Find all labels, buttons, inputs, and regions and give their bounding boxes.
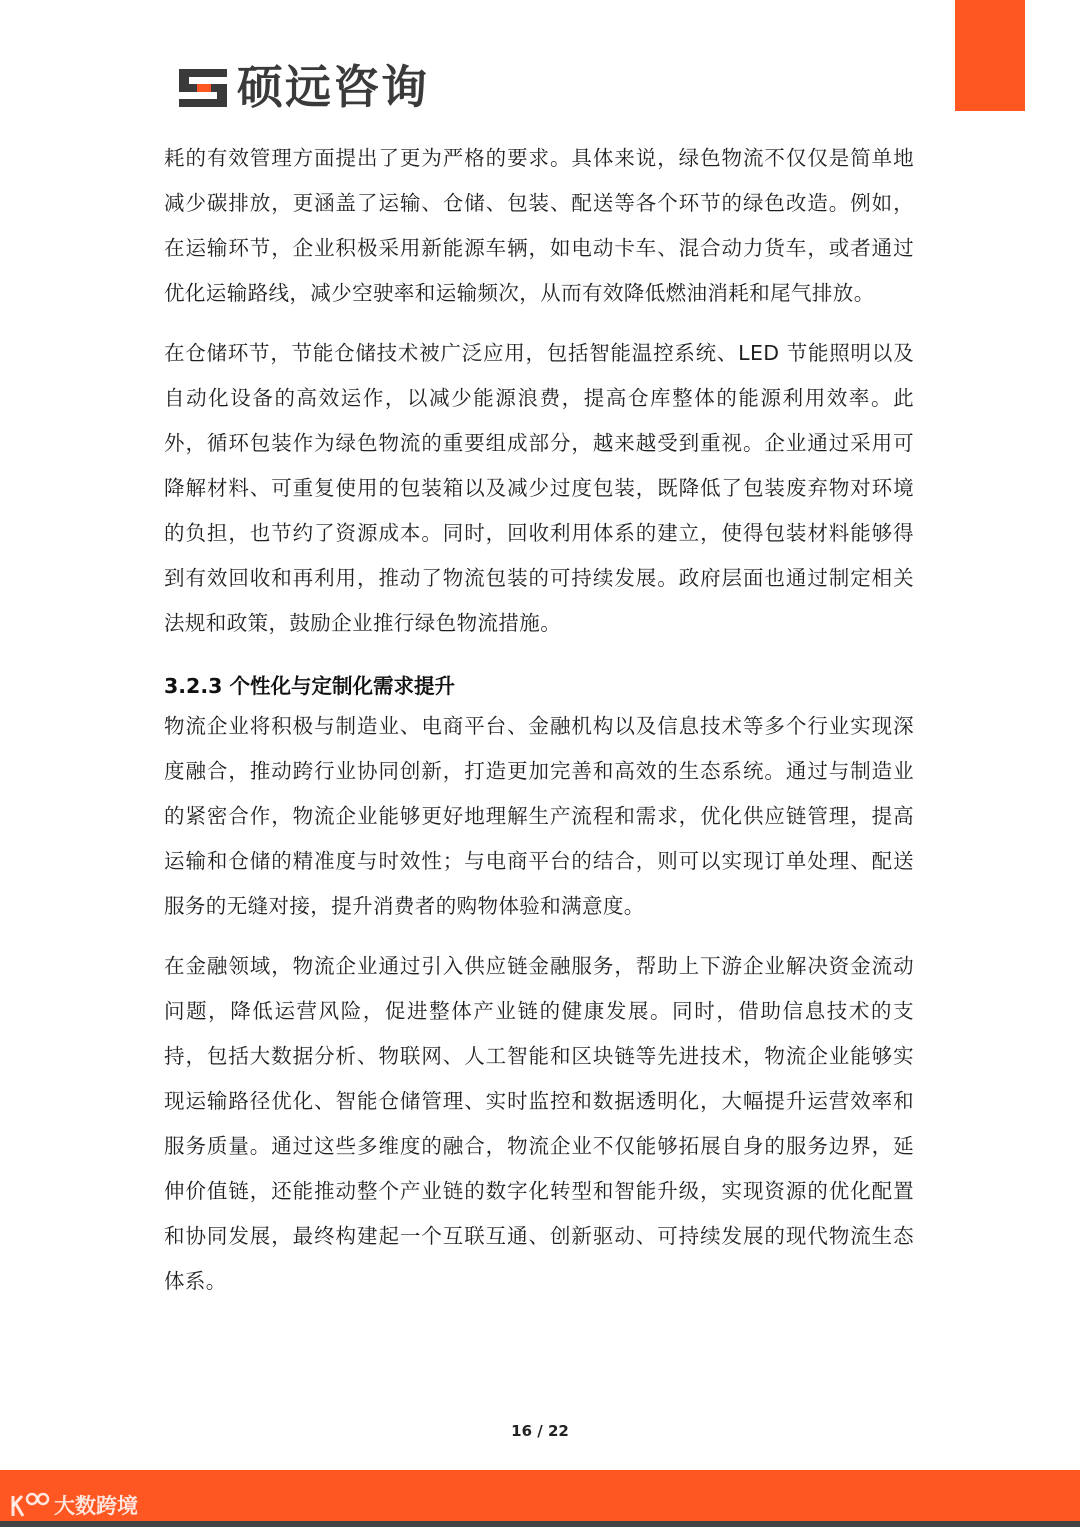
footer-bottom-strip xyxy=(0,1521,1080,1527)
dashuju-logo-icon xyxy=(10,1490,50,1520)
footer-bar xyxy=(0,1470,1080,1527)
paragraph-2: 在仓储环节，节能仓储技术被广泛应用，包括智能温控系统、LED 节能照明以及自动化设备的高效运作，以减少能源浪费，提高仓库整体的能源利用效率。此外，循环包装作为绿色物流的重要组成部分，越来越受到重视。企业通过采用可降解材料、可重复使用的包装箱以及减少过度包装，既降低了包装废弃物对环境的负担，也节约了资源成本。同时，回收利用体系的建立，使得包装材料能够得到有效回收和再利用，推动了物流包装的可持续发展。政府层面也通过制定相关法规和政策，鼓励企业推行绿色物流措施。 xyxy=(164,341,914,635)
document-body xyxy=(164,136,914,1319)
watermark-text: 大数跨境 xyxy=(54,1494,138,1518)
paragraph-3: 物流企业将积极与制造业、电商平台、金融机构以及信息技术等多个行业实现深度融合，推动跨行业协同创新，打造更加完善和高效的生态系统。通过与制造业的紧密合作，物流企业能够更好地理解生产流程和需求，优化供应链管理，提高运输和仓储的精准度与时效性；与电商平台的结合，则可以实现订单处理、配送服务的无缝对接，提升消费者的购物体验和满意度。 xyxy=(164,714,914,918)
paragraph-1: 耗的有效管理方面提出了更为严格的要求。具体来说，绿色物流不仅仅是简单地减少碳排放，更涵盖了运输、仓储、包装、配送等各个环节的绿色改造。例如，在运输环节，企业积极采用新能源车辆，如电动卡车、混合动力货车，或者通过优化运输路线，减少空驶率和运输频次，从而有效降低燃油消耗和尾气排放。 xyxy=(164,146,914,305)
watermark xyxy=(10,1488,138,1522)
corner-accent-block xyxy=(955,0,1025,111)
brand-name: 硕远咨询 xyxy=(237,60,429,114)
brand-logo xyxy=(175,60,429,115)
s-logo-icon xyxy=(175,65,231,111)
page-number: 16 / 22 xyxy=(511,1422,569,1440)
section-heading: 3.2.3 个性化与定制化需求提升 xyxy=(164,674,456,698)
paragraph-4: 在金融领域，物流企业通过引入供应链金融服务，帮助上下游企业解决资金流动问题，降低运营风险，促进整体产业链的健康发展。同时，借助信息技术的支持，包括大数据分析、物联网、人工智能和区块链等先进技术，物流企业能够实现运输路径优化、智能仓储管理、实时监控和数据透明化，大幅提升运营效率和服务质量。通过这些多维度的融合，物流企业不仅能够拓展自身的服务边界，延伸价值链，还能推动整个产业链的数字化转型和智能升级，实现资源的优化配置和协同发展，最终构建起一个互联互通、创新驱动、可持续发展的现代物流生态体系。 xyxy=(164,954,914,1293)
